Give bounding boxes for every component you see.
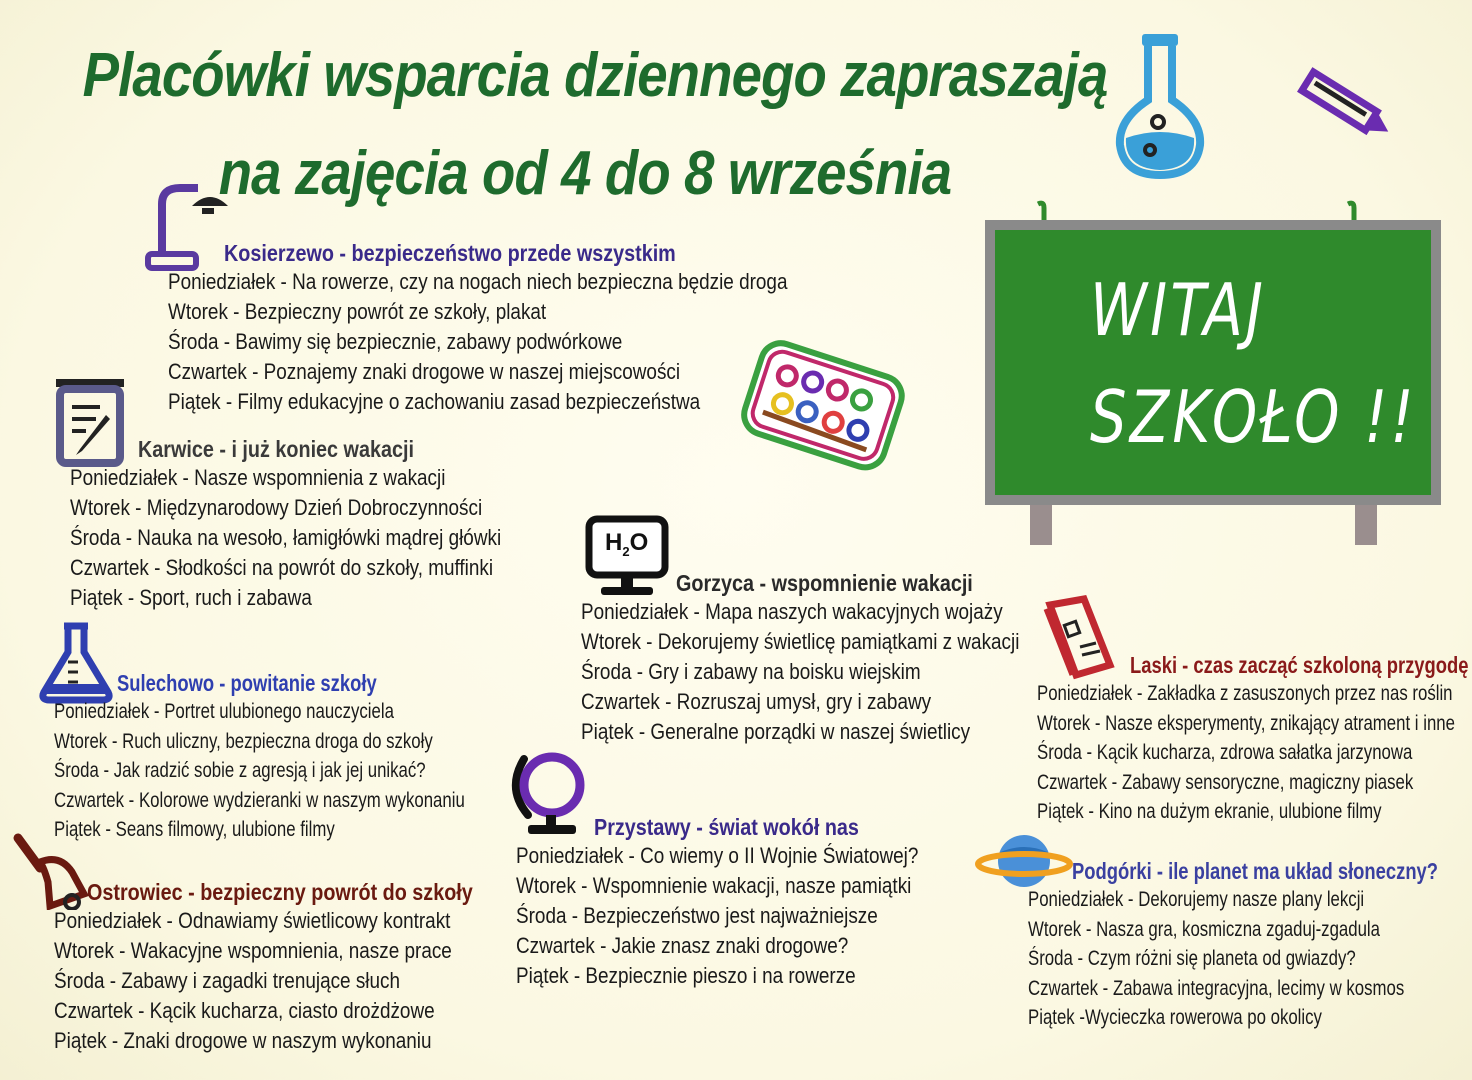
line-sulechowo-1: Wtorek - Ruch uliczny, bezpieczna droga do szkoły xyxy=(54,729,433,753)
line-karwice-4: Piątek - Sport, ruch i zabawa xyxy=(70,585,312,610)
line-karwice-0: Poniedziałek - Nasze wspomnienia z wakacji xyxy=(70,465,446,490)
block-laski xyxy=(1037,652,1472,827)
line-kosierzewo-4: Piątek - Filmy edukacyjne o zachowaniu zasad bezpieczeństwa xyxy=(168,389,701,414)
block-sulechowo xyxy=(54,670,568,845)
line-ostrowiec-1: Wtorek - Wakacyjne wspomnienia, nasze prace xyxy=(54,938,452,963)
board-leg-left xyxy=(1030,505,1052,545)
heading-kosierzewo: Kosierzewo - bezpieczeństwo przede wszystkim xyxy=(224,240,676,266)
line-gorzyca-4: Piątek - Generalne porządki w naszej świetlicy xyxy=(581,719,971,744)
line-sulechowo-4: Piątek - Seans filmowy, ulubione filmy xyxy=(54,818,335,841)
block-karwice xyxy=(70,436,571,613)
line-podgorki-3: Czwartek - Zabawa integracyjna, lecimy w kosmos xyxy=(1028,976,1405,1000)
heading-gorzyca: Gorzyca - wspomnienie wakacji xyxy=(676,570,973,596)
heading-sulechowo: Sulechowo - powitanie szkoły xyxy=(117,670,377,696)
h2o-sub: 2 xyxy=(622,543,630,559)
chalkboard xyxy=(985,220,1441,505)
line-podgorki-2: Środa - Czym różni się planeta od gwiazdy? xyxy=(1028,947,1356,970)
line-karwice-3: Czwartek - Słodkości na powrót do szkoły, muffinki xyxy=(70,555,494,580)
h2o-h: H xyxy=(605,529,623,556)
block-podgorki xyxy=(1028,858,1472,1033)
line-przystawy-1: Wtorek - Wspomnienie wakacji, nasze pamiątki xyxy=(516,873,912,898)
line-przystawy-2: Środa - Bezpieczeństwo jest najważniejsze xyxy=(516,903,878,928)
line-kosierzewo-3: Czwartek - Poznajemy znaki drogowe w naszej miejscowości xyxy=(168,359,681,384)
line-gorzyca-3: Czwartek - Rozruszaj umysł, gry i zabawy xyxy=(581,689,932,714)
h2o-o: O xyxy=(629,529,649,556)
line-kosierzewo-2: Środa - Bawimy się bezpiecznie, zabawy podwórkowe xyxy=(168,329,623,354)
block-ostrowiec xyxy=(54,879,536,1056)
heading-ostrowiec: Ostrowiec - bezpieczny powrót do szkoły xyxy=(87,879,473,905)
line-laski-0: Poniedziałek - Zakładka z zasuszonych przez nas roślin xyxy=(1037,682,1453,705)
heading-przystawy: Przystawy - świat wokół nas xyxy=(594,814,859,840)
line-laski-3: Czwartek - Zabawy sensoryczne, magiczny piasek xyxy=(1037,770,1414,794)
line-przystawy-4: Piątek - Bezpiecznie pieszo i na rowerze xyxy=(516,963,856,988)
line-ostrowiec-4: Piątek - Znaki drogowe w naszym wykonaniu xyxy=(54,1028,432,1053)
heading-karwice: Karwice - i już koniec wakacji xyxy=(138,436,414,462)
board-text-line1: WITAJ xyxy=(1090,268,1267,352)
line-przystawy-0: Poniedziałek - Co wiemy o II Wojnie Światowej? xyxy=(516,843,919,868)
chalkboard-surface xyxy=(995,230,1431,495)
line-podgorki-4: Piątek -Wycieczka rowerowa po okolicy xyxy=(1028,1006,1322,1029)
line-sulechowo-3: Czwartek - Kolorowe wydzieranki w naszym wykonaniu xyxy=(54,788,465,812)
line-laski-4: Piątek - Kino na dużym ekranie, ulubione filmy xyxy=(1037,800,1382,823)
line-karwice-2: Środa - Nauka na wesoło, łamigłówki mądrej główki xyxy=(70,525,502,550)
line-kosierzewo-1: Wtorek - Bezpieczny powrót ze szkoły, plakat xyxy=(168,299,547,324)
board-leg-right xyxy=(1355,505,1377,545)
line-gorzyca-0: Poniedziałek - Mapa naszych wakacyjnych wojaży xyxy=(581,599,1003,624)
line-podgorki-1: Wtorek - Nasza gra, kosmiczna zgaduj-zgadula xyxy=(1028,917,1381,941)
block-kosierzewo xyxy=(168,240,888,417)
page-title-line1: Placówki wsparcia dziennego zapraszają xyxy=(82,41,1108,110)
line-gorzyca-1: Wtorek - Dekorujemy świetlicę pamiątkami z wakacji xyxy=(581,629,1020,654)
line-karwice-1: Wtorek - Międzynarodowy Dzień Dobroczynności xyxy=(70,495,483,520)
heading-podgorki: Podgórki - ile planet ma układ słoneczny? xyxy=(1072,858,1439,884)
line-sulechowo-0: Poniedziałek - Portret ulubionego nauczyciela xyxy=(54,700,394,723)
line-ostrowiec-0: Poniedziałek - Odnawiamy świetlicowy kontrakt xyxy=(54,908,451,933)
line-podgorki-0: Poniedziałek - Dekorujemy nasze plany lekcji xyxy=(1028,888,1365,911)
heading-laski: Laski - czas zacząć szkoloną przygodę xyxy=(1130,652,1469,678)
block-gorzyca xyxy=(581,570,1091,747)
round-flask-icon xyxy=(1110,30,1210,180)
line-laski-1: Wtorek - Nasze eksperymenty, znikający atrament i inne xyxy=(1037,711,1455,735)
line-sulechowo-2: Środa - Jak radzić sobie z agresją i jak jej unikać? xyxy=(54,759,426,782)
pen-icon xyxy=(1295,65,1400,150)
line-ostrowiec-3: Czwartek - Kącik kucharza, ciasto drożdżowe xyxy=(54,998,435,1023)
line-ostrowiec-2: Środa - Zabawy i zagadki trenujące słuch xyxy=(54,968,401,993)
line-laski-2: Środa - Kącik kucharza, zdrowa sałatka jarzynowa xyxy=(1037,741,1413,764)
line-gorzyca-2: Środa - Gry i zabawy na boisku wiejskim xyxy=(581,659,921,684)
page-title-line2: na zajęcia od 4 do 8 września xyxy=(218,139,952,208)
board-text-line2: SZKOŁO !! xyxy=(1090,375,1417,459)
line-przystawy-3: Czwartek - Jakie znasz znaki drogowe? xyxy=(516,933,849,958)
line-kosierzewo-0: Poniedziałek - Na rowerze, czy na nogach niech bezpieczna będzie droga xyxy=(168,269,788,294)
block-przystawy xyxy=(516,814,984,991)
